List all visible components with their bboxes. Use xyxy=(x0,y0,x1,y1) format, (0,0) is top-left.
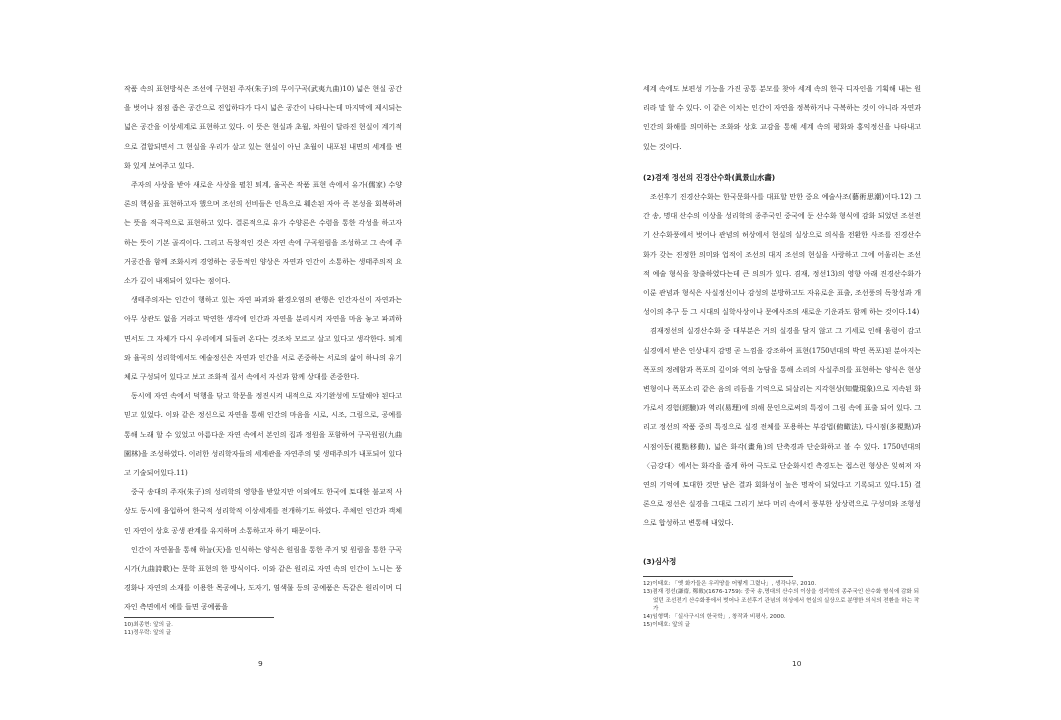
footnote: 10)최종현: 앞의 글. xyxy=(124,622,173,628)
body-paragraph: 겸재정선의 실경산수화 중 대부분은 거의 실경을 담지 않고 그 기세로 인해 움렁이 감고 실경에서 받은 인상내지 감명 곧 느낌을 강조하여 표현(1750년대의 박연 폭포)된 분아지는 폭포의 정례함과 폭포의 깊이와 역의 농담을 통해 소리의 사실주의를 표현하는 양식은 현상 변형이나 폭포소리 같은 음의 리듬을 기억으로 되살리는 지각현상(知覺現象)으로 지속된 화가로서 경험(經驗)과 역리(易理)에 의해 문인으로써의 특징이 그림 속에 표출 되어 있다. 그리고 정선의 작품 중의 특징으로 실경 전체를 포용하는 부감법(俯瞰法), 다시점(多視點)과 시점이동(視點移動), 넓은 화각(畫角)의 단축경과 단순화하고 볼 수 있다. 1750년대의 〈금강대〉에서는 화각을 좁게 하여 극도로 단순화시킨 측경도는 접스런 형상은 잊혀져 자연의 기억에 토대한 것만 남은 결과 회화성이 높은 명작이 되었다고 기록되고 있다.15) 결론으로 정선은 실경을 그대로 그리기 보다 머리 속에서 풍부한 상상력으로 구성미와 조형성으로 합성하고 변통해 내었다. xyxy=(643,326,921,528)
section-heading: (3)심사정 xyxy=(643,556,677,566)
left-page xyxy=(0,0,530,720)
right-page xyxy=(530,0,1061,720)
footnote: 12)이태호: 「옛 화가들은 우리땅을 어떻게 그렸나」, 생각나무, 2010. xyxy=(643,581,817,587)
footnote-divider xyxy=(643,576,793,577)
page-number: 10 xyxy=(792,659,802,668)
body-paragraph: 중국 송대의 주자(朱子)의 성리학의 영향을 받았지만 이외에도 한국에 토대한 불교적 사상도 동시에 융입하여 한국적 성리학적 이상세계를 전개하기도 하였다. 주체인 인간과 객체인 자연이 상호 공생 관계를 유지하며 소통하고자 하기 때문이다. xyxy=(124,487,402,535)
body-paragraph: 조선후기 진경산수화는 한국문화사를 대표할 만한 중요 예술사조(藝術思潮)이다.12) 그 간 송, 명대 산수의 이상을 성리학의 종주국인 중국에 둔 산수화 형식에 감화 되었던 조선전기 산수화풍에서 벗어나 관념의 허상에서 현실의 실상으로 의식을 전환한 사조를 진경산수화가 갖는 진정한 의미와 업적이 조선의 대지 조선의 현실을 사랑하고 그에 어울리는 조선적 예술 형식을 창출하였다는데 큰 의의가 있다. 겸재, 정선13)의 영향 아래 진경산수화가 이룬 관념과 형식은 사실정신이나 감성의 분방하고도 자유로운 표출, 조선풍의 독창성과 개성이의 추구 등 그 시대의 실학사상이나 문예사조의 새로운 기운과도 함께 하는 것이다.14) xyxy=(643,192,921,317)
right-body-column xyxy=(643,79,921,571)
footnote: 11)정우락: 앞의 글 xyxy=(124,630,172,637)
body-paragraph: 세계 속에도 보편성 기능을 가진 공통 분모를 찾아 세계 속의 한국 디자인을 기획해 내는 원리라 말 할 수 있다. 이 같은 이치는 인간이 자연을 정복하거나 극복하는 것이 아니라 자연과 인간의 화해를 의미하는 조화와 상호 교감을 통해 세계 속의 평화와 홍익정신을 나타내고 있는 것이다. xyxy=(643,84,921,151)
page-number: 9 xyxy=(258,659,263,668)
body-paragraph: 작품 속의 표현방식은 조선에 구현된 주자(朱子)의 무이구곡(武夷九曲)10) 넓은 현실 공간을 벗어나 점점 좁은 공간으로 진입하다가 다시 넓은 공간이 나타나는데 마지막에 제시되는 넓은 공간을 이상세계로 표현하고 있다. 이 뜻은 현실과 초월, 차원이 달라진 현실이 계기적으로 결합되면서 그 현실을 우리가 살고 있는 현실이 아닌 초월이 내포된 내면의 세계를 변화 있게 보여주고 있다. xyxy=(124,84,402,170)
footnote: 14)임형택: 「실사구시의 한국학」, 창작과 비평사, 2000. xyxy=(643,614,786,621)
body-paragraph: 인간이 자연물을 통해 하늘(天)을 인식하는 양식은 원림을 통한 주거 및 원림을 통한 구곡시가(九曲詩歌)는 문학 표현의 한 방식이다. 이와 같은 원리로 자연 속의 인간이 노니는 풍경화나 자연의 소재를 이용한 목공예나, 도자기, 염색물 등의 공예품은 독같은 원리이며 디자인 측면에서 예를 들면 공예품을 xyxy=(124,544,402,612)
footnote: 15)이태호: 앞의 글 xyxy=(643,622,691,629)
left-footnotes xyxy=(124,617,402,638)
body-paragraph: 주자의 사상을 받아 새로운 사상을 펼친 퇴계, 율곡은 작품 표현 속에서 유가(儒家) 수양론의 핵심을 표현하고자 했으며 조선의 선비들은 인욕으로 훼손된 자아 즉 본성을 회복하려는 뜻을 적극적으로 표현하고 있다. 결론적으로 유가 수양론은 수렴을 통한 각성을 하고자 하는 뜻이 기본 골격이다. 그리고 독창적인 것은 자연 속에 구곡원림을 조성하고 그 속에 주거공간을 함께 조화시켜 경영하는 공동적인 양상은 자연과 인간이 소통하는 생태주의적 요소가 깊이 내재되어 있다는 점이다. xyxy=(124,180,402,286)
section-heading: (2)겸재 정선의 진경산수화(眞景山水畵) xyxy=(643,172,776,182)
body-paragraph: 동시에 자연 속에서 덕행을 닦고 학문을 정진시켜 내적으로 자기완성에 도달해야 된다고 믿고 있었다. 이와 같은 정신으로 자연을 통해 인간의 마음을 시로, 시조, 그림으로, 공예를 통해 노래 할 수 있었고 아름다운 자연 속에서 본인의 집과 정원을 포함하여 구곡원림(九曲園林)을 조성하였다. 이러한 성리학자들의 세계관을 자연주의 및 생태주의가 내포되어 있다고 기술되어있다.11) xyxy=(124,391,402,478)
body-paragraph: 생태주의자는 인간이 행하고 있는 자연 파괴와 환경오염의 관행은 인간자신이 자연과는 아무 상관도 없을 거라고 막연한 생각에 인간과 자연을 분리시켜 자연을 마음 놓고 파괴하면서도 그 자체가 다시 우리에게 되돌려 온다는 것조차 모르고 살고 있다고 생각한다. 퇴계와 율곡의 성리학에서도 예술정신은 자연과 인간을 서로 존중하는 서로의 삶이 하나의 유기체로 구성되어 있다고 보고 조화적 질서 속에서 자신과 함께 상대를 존중한다. xyxy=(124,295,402,382)
footnote-divider xyxy=(124,617,274,618)
left-body-column xyxy=(124,79,402,617)
footnote: 13)겸재 정선(謙齋, 鄭敾)(1676-1759): 중국 송,명대의 산수의 이상을 성리학의 종주국인 산수화 형식에 감화 되었던 조선전기 산수화풍에서 벗어나 조선후기 관념의 허상에서 현실의 실상으로 분명한 의식의 전환을 하는 작가 xyxy=(643,589,920,612)
right-footnotes xyxy=(643,576,921,630)
